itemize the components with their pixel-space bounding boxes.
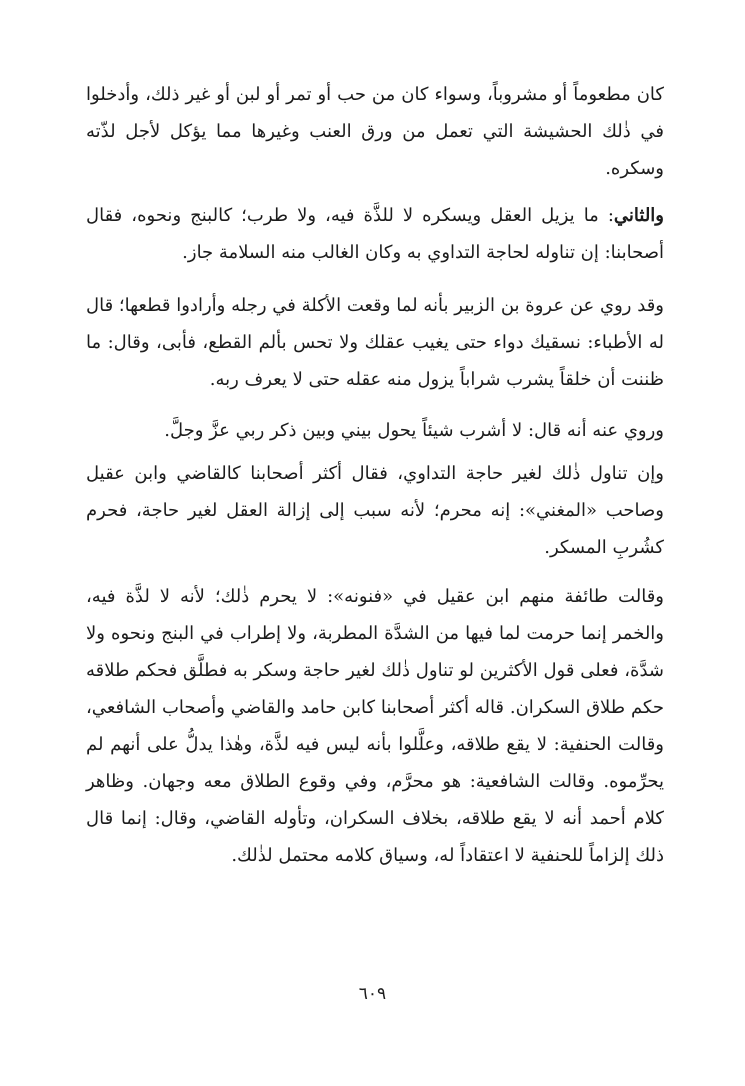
paragraph-4-text: وروي عنه أنه قال: لا أشرب شيئاً يحول بيني وبين ذكر ربي عزَّ وجلَّ. bbox=[164, 420, 664, 441]
paragraph-1-text: كان مطعوماً أو مشروباً، وسواء كان من حب أو تمر أو لبن أو غير ذلك، وأدخلوا في ذٰلك الحشيشة التي تعمل من ورق العنب وغيرها مما يؤكل لأجل لذّته وسكره. bbox=[86, 84, 664, 179]
paragraph-1 bbox=[86, 76, 664, 187]
body-text bbox=[86, 76, 664, 874]
paragraph-6-text: وقالت طائفة منهم ابن عقيل في «فنونه»: لا يحرم ذٰلك؛ لأنه لا لذَّة فيه، والخمر إنما حرمت لما فيها من الشدَّة المطربة، ولا إطراب في البنج ونحوه ولا شدَّة، فعلى قول الأكثرين لو تناول ذٰلك لغير حاجة وسكر به فطلَّق فحكم طلاقه حكم طلاق السكران. قاله أكثر أصحابنا كابن حامد والقاضي وأصحاب الشافعي، وقالت الحنفية: لا يقع طلاقه، وعلَّلوا بأنه ليس فيه لذَّة، وهٰذا يدلُّ على أنهم لم يحرِّموه. وقالت الشافعية: هو محرَّم، وفي وقوع الطلاق معه وجهان. وظاهر كلام أحمد أنه لا يقع طلاقه، بخلاف السكران، وتأوله القاضي، وقال: إنما قال ذلك إلزاماً للحنفية لا اعتقاداً له، وسياق كلامه محتمل لذٰلك. bbox=[86, 586, 664, 866]
page-number: ٦٠٩ bbox=[358, 984, 387, 1004]
paragraph-4 bbox=[86, 412, 664, 449]
paragraph-5 bbox=[86, 455, 664, 566]
paragraph-2-text: : ما يزيل العقل ويسكره لا للذَّة فيه، ولا طرب؛ كالبنج ونحوه، فقال أصحابنا: إن تناوله لحاجة التداوي به وكان الغالب منه السلامة جاز. bbox=[86, 205, 664, 263]
paragraph-2-lead: والثاني bbox=[613, 205, 664, 226]
paragraph-2 bbox=[86, 197, 664, 271]
paragraph-6 bbox=[86, 578, 664, 874]
paragraph-3 bbox=[86, 287, 664, 398]
paragraph-3-text: وقد روي عن عروة بن الزبير بأنه لما وقعت الأكلة في رجله وأرادوا قطعها؛ قال له الأطباء: نسقيك دواء حتى يغيب عقلك ولا تحس بألم القطع، فأبى، وقال: ما ظننت أن خلقاً يشرب شراباً يزول منه عقله حتى لا يعرف ربه. bbox=[86, 295, 664, 390]
paragraph-5-text: وإن تناول ذٰلك لغير حاجة التداوي، فقال أكثر أصحابنا كالقاضي وابن عقيل وصاحب «المغني»: إنه محرم؛ لأنه سبب إلى إزالة العقل لغير حاجة، فحرم كشُربِ المسكر. bbox=[86, 463, 664, 558]
